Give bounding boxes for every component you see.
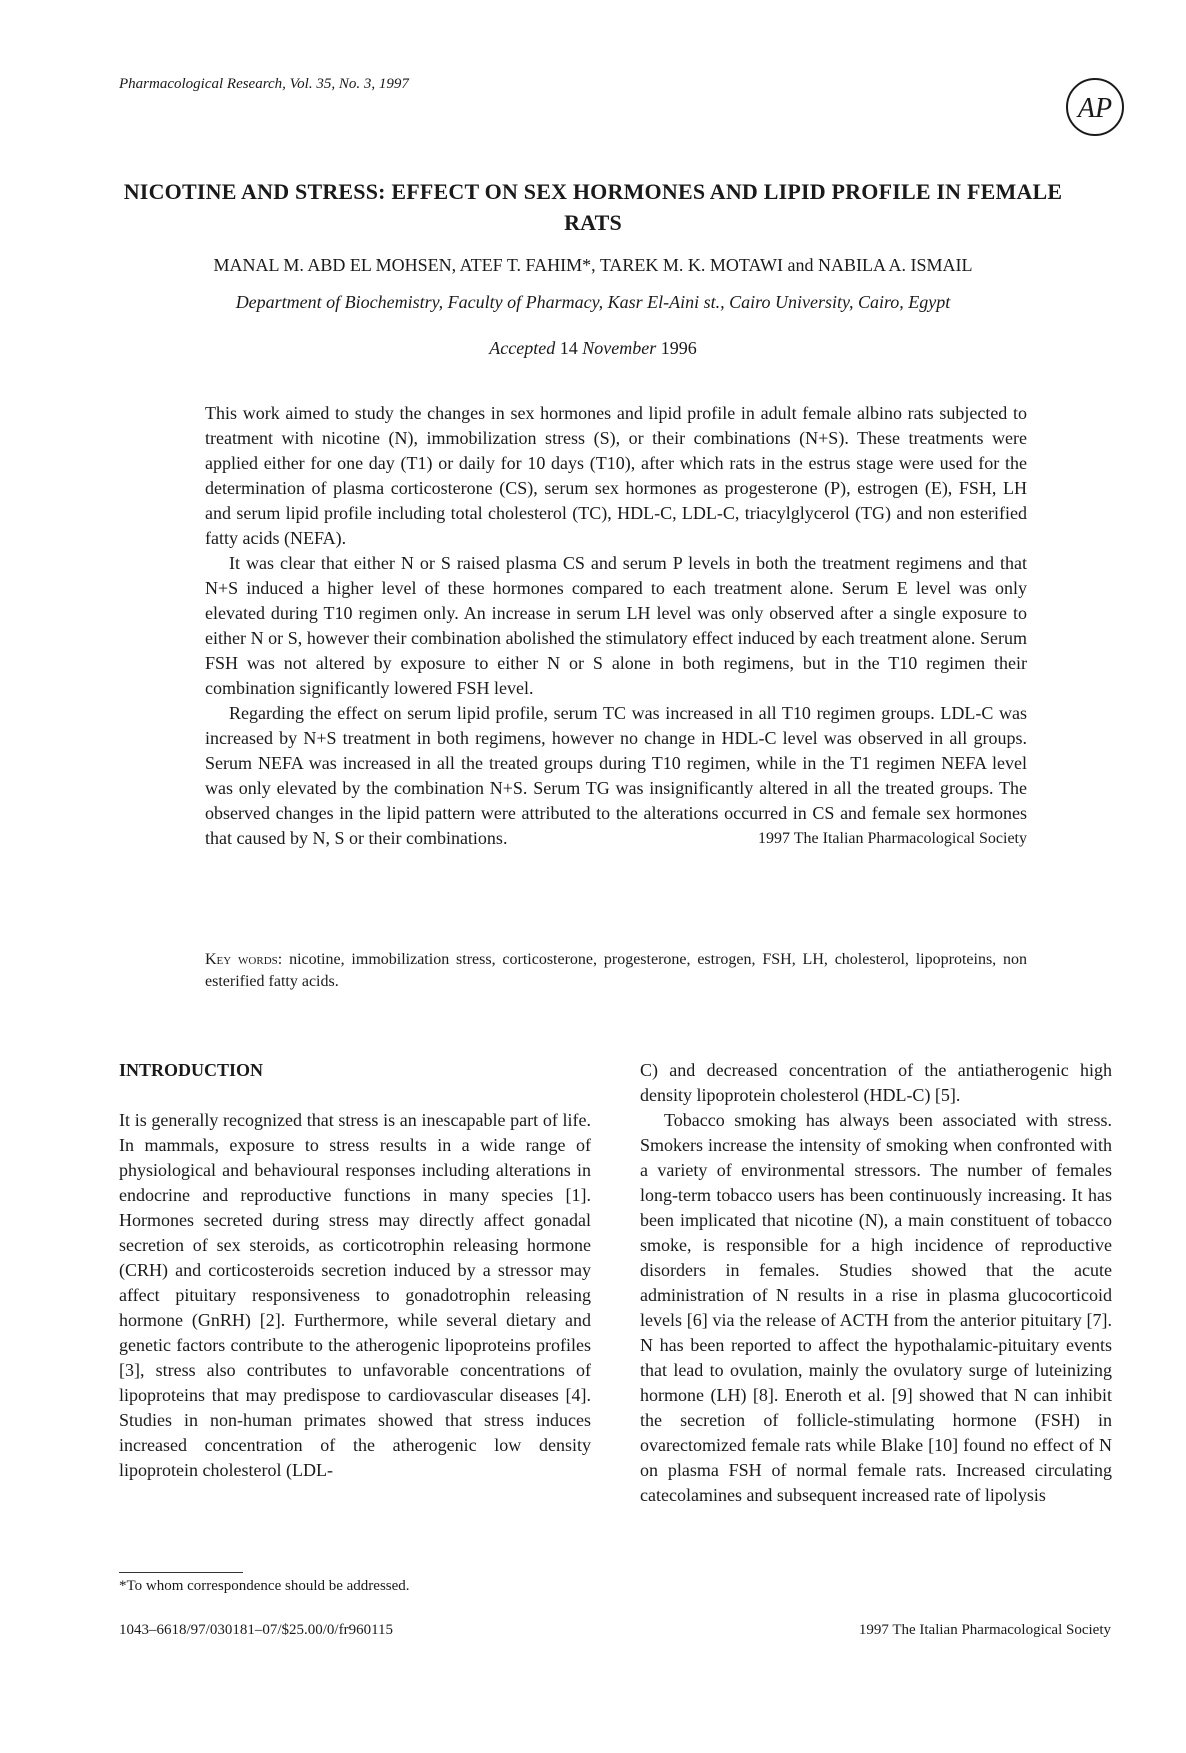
abstract-paragraph-3-text: Regarding the effect on serum lipid profile, serum TC was increased in all T10 regimen groups. LDL-C was increased by N+S treatment in both regimens, however no change in HDL-C level was observed in all groups. Serum NEFA was increased in all the treated groups during T10 regimen, while in the T1 regimen NEFA level was only elevated by the combination N+S. Serum TG was insignificantly altered in all the treated groups. The observed changes in the lipid pattern were attributed to the alterations occurred in CS and female sex hormones that caused by N, S or their combinations.	[205, 703, 1027, 848]
ap-publisher-logo	[1064, 76, 1126, 138]
paper-title: NICOTINE AND STRESS: EFFECT ON SEX HORMONES AND LIPID PROFILE IN FEMALE RATS	[123, 179, 1063, 235]
journal-citation: Pharmacological Research, Vol. 35, No. 3, 1997	[119, 76, 409, 92]
footnote: *To whom correspondence should be addressed.	[119, 1578, 410, 1594]
accepted-day: 14	[559, 338, 578, 358]
right-column	[640, 1058, 1112, 1508]
footer-copyright: 1997 The Italian Pharmacological Society	[858, 1622, 1111, 1638]
abstract-paragraph-2: It was clear that either N or S raised plasma CS and serum P levels in both the treatment regimens and that N+S induced a higher level of these hormones compared to each treatment alone. Serum E level was only elevated during T10 regimen only. An increase in serum LH level was only observed after a single exposure to either N or S, however their combination abolished the stimulatory effect induced by each treatment alone. Serum FSH was not altered by exposure to either N or S alone in both regimens, but in the T10 regimen their combination significantly lowered FSH level.	[205, 553, 1027, 698]
abstract-paragraph-1: This work aimed to study the changes in sex hormones and lipid profile in adult female albino rats subjected to treatment with nicotine (N), immobilization stress (S), or their combinations (N+S). These treatments were applied either for one day (T1) or daily for 10 days (T10), after which rats in the estrus stage were used for the determination of plasma corticosterone (CS), serum sex hormones as progesterone (P), estrogen (E), FSH, LH and serum lipid profile including total cholesterol (TC), HDL-C, LDL-C, triacylglycerol (TG) and non esterified fatty acids (NEFA).	[205, 403, 1027, 548]
keywords	[205, 949, 1027, 993]
intro-paragraph-1-continued: C) and decreased concentration of the antiatherogenic high density lipoprotein cholesterol (HDL-C) [5].	[640, 1060, 1112, 1105]
author-list: MANAL M. ABD EL MOHSEN, ATEF T. FAHIM*, TAREK M. K. MOTAWI and NABILA A. ISMAIL	[213, 255, 973, 275]
affiliation: Department of Biochemistry, Faculty of Pharmacy, Kasr El-Aini st., Cairo University, Cairo, Egypt	[235, 292, 951, 312]
svg-text:AP: AP	[1077, 93, 1113, 124]
intro-paragraph-1: It is generally recognized that stress is an inescapable part of life. In mammals, exposure to stress results in a wide range of physiological and behavioural responses including alterations in endocrine and reproductive functions in many species [1]. Hormones secreted during stress may directly affect gonadal secretion of sex steroids, as corticotrophin releasing hormone (CRH) and corticosteroids secretion induced by a stressor may affect pituitary responsiveness to gonadotrophin releasing hormone (GnRH) [2]. Furthermore, while several dietary and genetic factors contribute to the atherogenic lipoproteins profiles [3], stress also contributes to unfavorable concentrations of lipoproteins that may predispose to cardiovascular diseases [4]. Studies in non-human primates showed that stress induces increased concentration of the atherogenic low density lipoprotein cholesterol (LDL-	[119, 1110, 591, 1480]
accepted-year: 1996	[660, 338, 697, 358]
accepted-date	[100, 338, 1086, 359]
intro-paragraph-2: Tobacco smoking has always been associated with stress. Smokers increase the intensity of smoking when confronted with a variety of environmental stressors. The number of females long-term tobacco users has been continuously increasing. It has been implicated that nicotine (N), a main constituent of tobacco smoke, is responsible for a high incidence of reproductive disorders in females. Studies showed that the acute administration of N results in a rise in plasma glucocorticoid levels [6] via the release of ACTH from the anterior pituitary [7]. N has been reported to affect the hypothalamic-pituitary events that lead to ovulation, mainly the ovulatory surge of luteinizing hormone (LH) [8]. Eneroth et al. [9] showed that N can inhibit the secretion of follicle-stimulating hormone (FSH) in ovarectomized female rats while Blake [10] found no effect of N on plasma FSH of normal female rats. Increased circulating catecolamines and subsequent increased rate of lipolysis	[640, 1110, 1112, 1505]
abstract	[205, 401, 1027, 851]
keywords-label: Key words:	[205, 951, 283, 968]
section-heading-introduction: INTRODUCTION	[119, 1060, 264, 1080]
footer-article-code: 1043–6618/97/030181–07/$25.00/0/fr960115	[119, 1622, 394, 1638]
left-column	[119, 1058, 591, 1483]
abstract-paragraph-3	[205, 701, 1027, 851]
footnote-divider	[119, 1572, 243, 1573]
accepted-month: November	[582, 338, 657, 358]
accepted-word: Accepted	[489, 338, 556, 358]
keywords-text: nicotine, immobilization stress, corticosterone, progesterone, estrogen, FSH, LH, cholesterol, lipoproteins, non esterified fatty acids.	[205, 951, 1028, 990]
abstract-copyright: 1997 The Italian Pharmacological Society	[758, 830, 1027, 847]
